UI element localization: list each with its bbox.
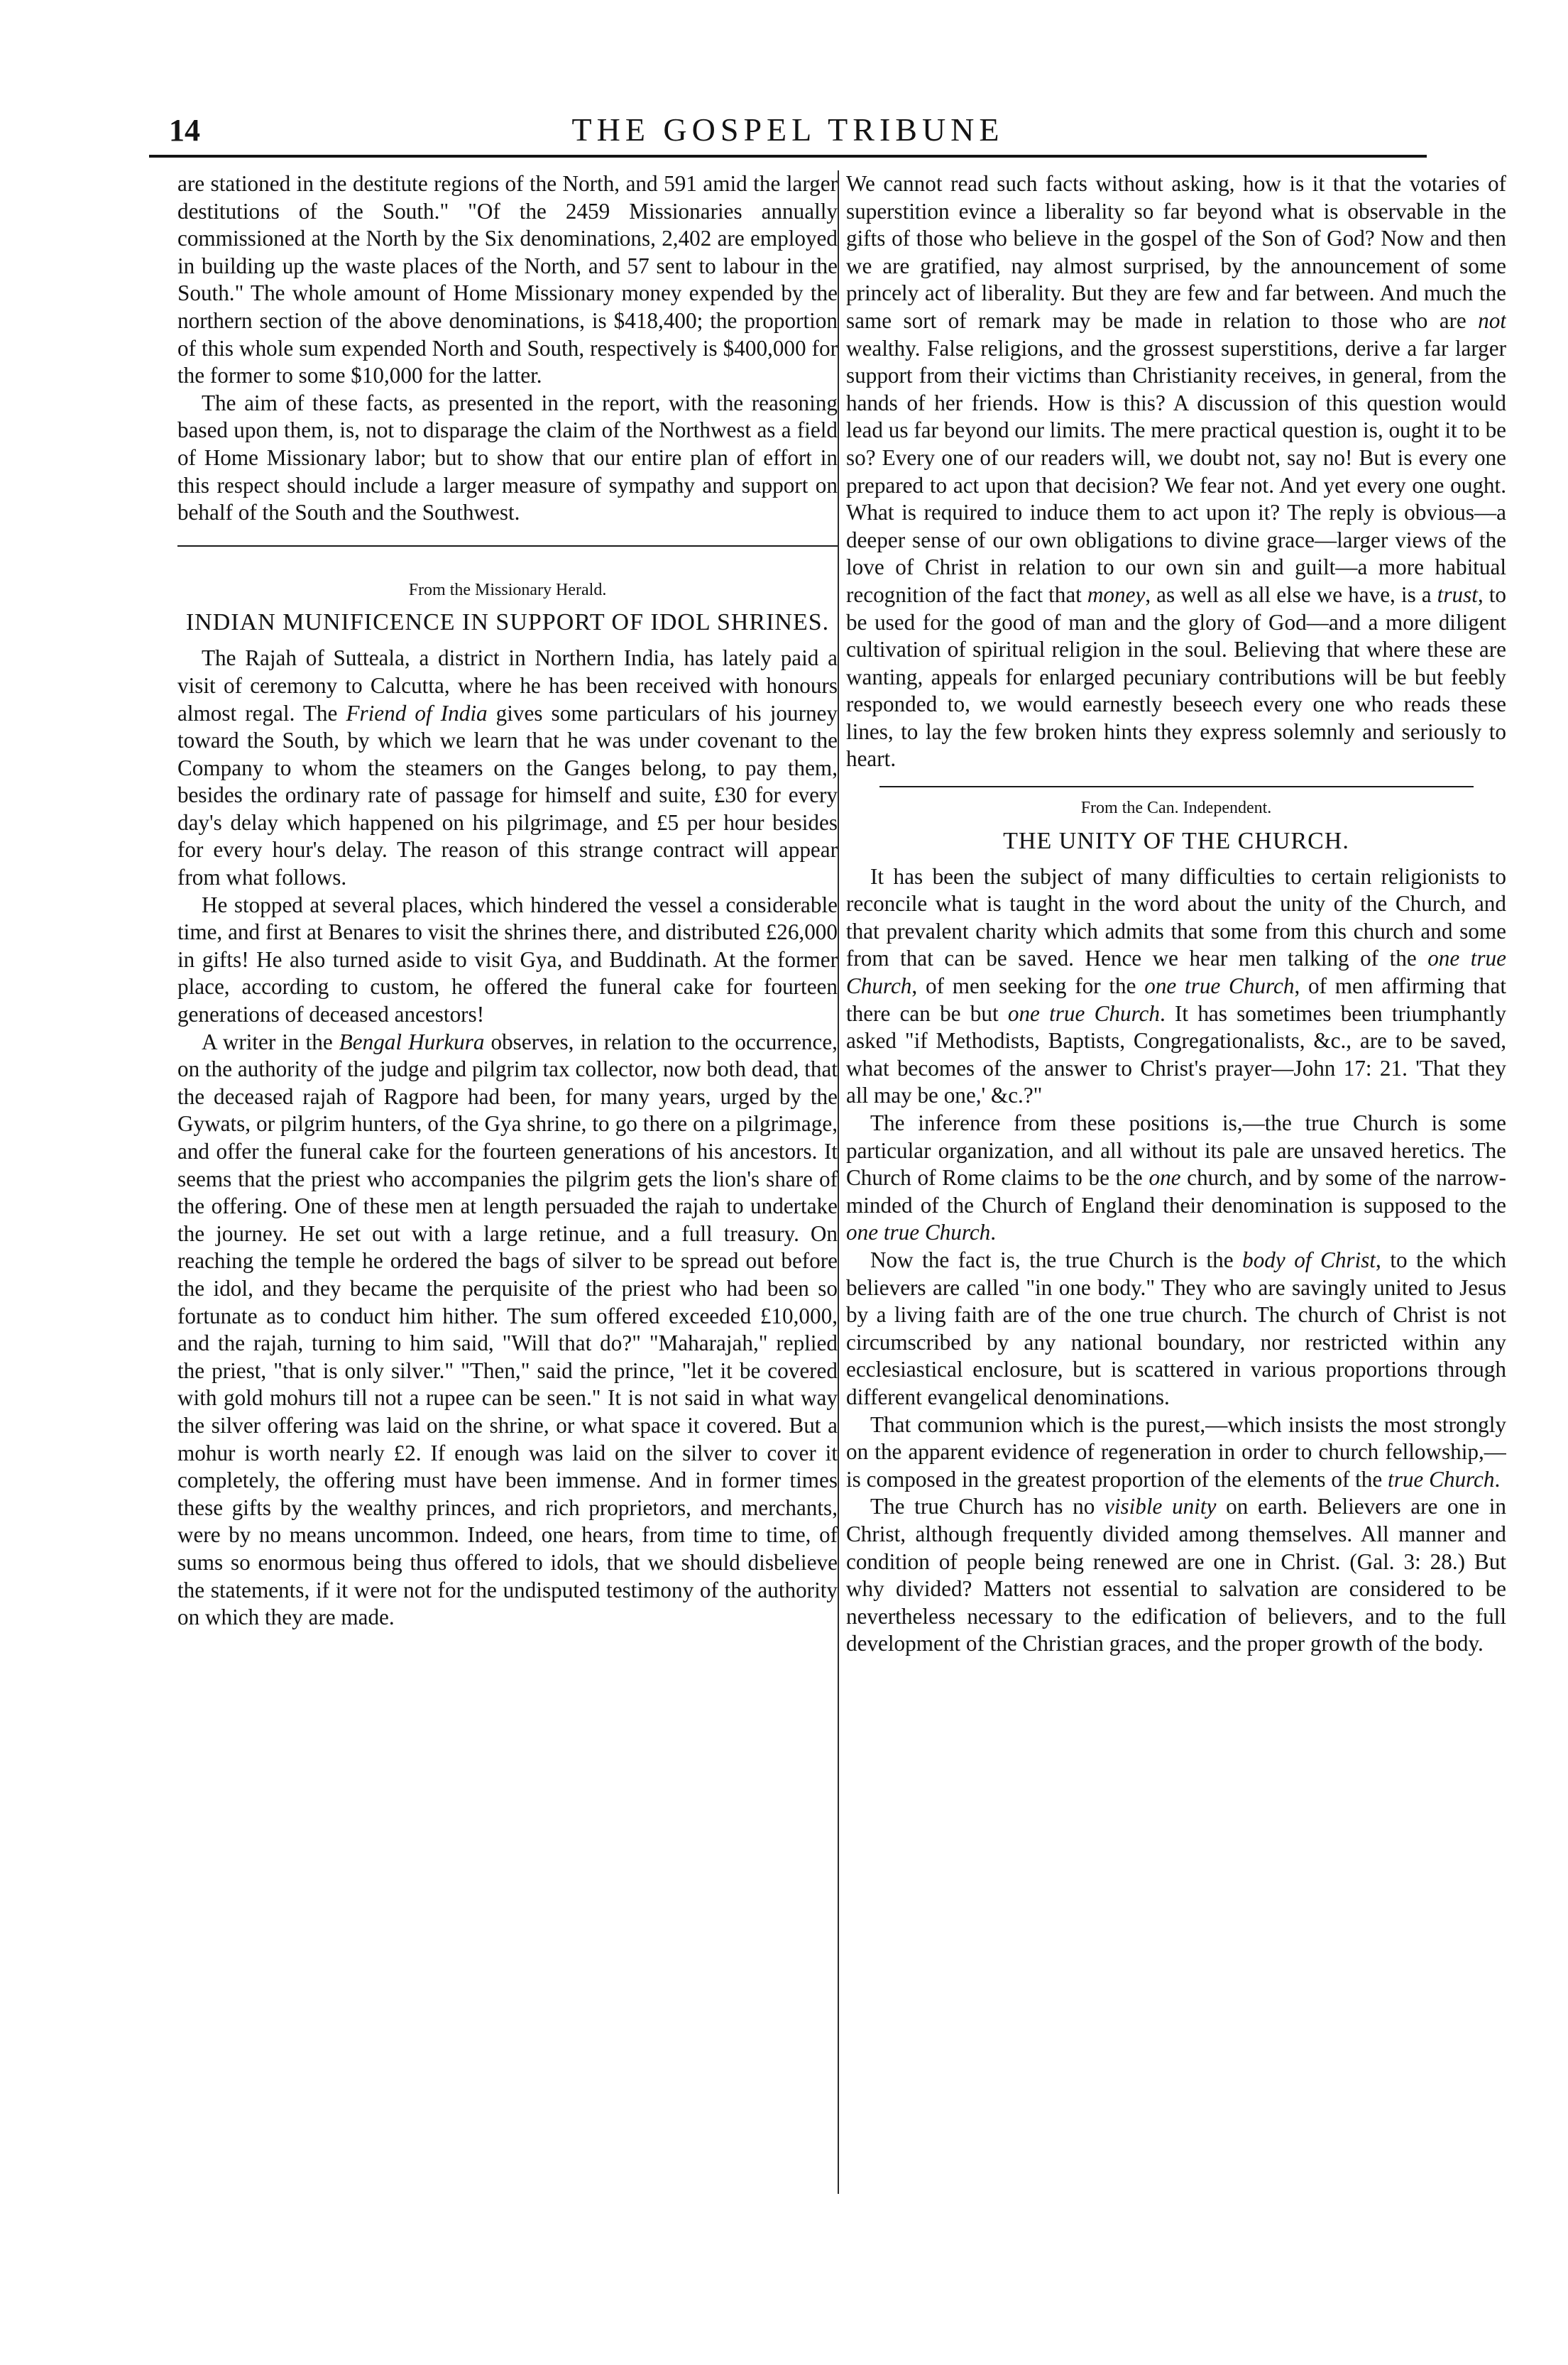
paragraph: The aim of these facts, as presented in the report, with the reasoning based upon them, is, not to disparage the claim of the Northwest as a field of Home Missionary labor; but to show that our entire plan of effort in this respect should include a larger measure of sympathy and support on behalf of the South and the Southwest. [177,390,838,525]
paragraph: Now the fact is, the true Church is the body of Christ, to the which believers are called "in one body." They who are savingly united to Jesus by a living faith are of the one true church. The church of Christ is not circumscribed by any national boundary, nor restricted within any ecclesiastical enclosure, but is scattered in various proportions through different evangelical denominations. [846,1247,1506,1409]
header-rule [149,155,1427,158]
page-number: 14 [169,113,200,148]
article-source: From the Can. Independent. [1080,799,1272,818]
right-column [846,170,1506,2194]
article-title: THE UNITY OF THE CHURCH. [1003,827,1349,854]
section-rule [177,545,838,547]
paragraph: The inference from these positions is,—the true Church is some particular organization, and all without its pale are unsaved heretics. The Church of Rome claims to be the one church, and by some of the narrow-minded of the Church of England their denomination is supposed to the one true Church. [846,1110,1506,1245]
left-column [177,170,838,2194]
paragraph: A writer in the Bengal Hurkura observes, in relation to the occurrence, on the authority of the judge and pilgrim tax collector, now both dead, that the deceased rajah of Ragpore had been, for many years, urged by the Gywats, or pilgrim hunters, of the Gya shrine, to go there on a pilgrimage, and offer the funeral cake for the fourteen generations of his ancestors. It seems that the priest who accompanies the pilgrim gets the lion's share of the offering. One of these men at length persuaded the rajah to undertake the journey. He set out with a large retinue, and a full treasury. On reaching the temple he ordered the bags of silver to be spread out before the idol, and they became the perquisite of the priest who had been so fortunate as to conduct him hither. The sum offered exceeded £10,000, and the rajah, turning to him said, "Will that do?" "Maharajah," replied the priest, "that is only silver." "Then," said the prince, "let it be covered with gold mohurs till not a rupee can be seen." It is not said in what way the silver offering was laid on the shrine, or what space it covered. But a mohur is worth nearly £2. If enough was laid on the silver to cover it completely, the offering must have been immense. And in former times these gifts by the wealthy princes, and rich proprietors, and merchants, were by no means uncommon. Indeed, one hears, from time to time, of sums so enormous being thus offered to idols, that we should disbelieve the statements, if it were not for the undisputed testimony of the authority on which they are made. [177,1029,838,1630]
continued-paragraph: are stationed in the destitute regions of the North, and 591 amid the larger destitutions of the South." "Of the 2459 Missionaries annually commissioned at the North by the Six denominations, 2,402 are employed in building up the waste places of the North, and 57 sent to labour in the South." The whole amount of Home Missionary money expended by the northern section of the above denominations, is $418,400; the proportion of this whole sum expended North and South, respectively is $400,000 for the former to some $10,000 for the latter. [177,171,838,388]
column-divider [838,170,839,2194]
paragraph: He stopped at several places, which hindered the vessel a considerable time, and first at Benares to visit the shrines there, and distributed £26,000 in gifts! He also turned aside to visit Gya, and Buddinath. At the former place, according to custom, he offered the funeral cake for fourteen generations of deceased ancestors! [177,892,838,1027]
paragraph: That communion which is the purest,—which insists the most strongly on the apparent evidence of regeneration in order to church fellowship,—is composed in the greatest proportion of the elements of the true Church. [846,1411,1506,1492]
article-title: INDIAN MUNIFICENCE IN SUPPORT OF IDOL SHRINES. [185,609,830,636]
italic-publication: Bengal Hurkura [339,1029,485,1054]
paragraph: The Rajah of Sutteala, a district in Northern India, has lately paid a visit of ceremony to Calcutta, where he has been received with honours almost regal. The Friend of India gives some particulars of his journey toward the South, by which we learn that he was under covenant to the Company to whom the steamers on the Ganges belong, to pay them, besides the ordinary rate of passage for himself and suite, £30 for every day's delay which happened on his pilgrimage, and £5 per hour besides for every hour's delay. The reason of this strange contract will appear from what follows. [177,645,838,890]
paragraph: It has been the subject of many difficulties to certain religionists to reconcile what is taught in the word about the unity of the Church, and that prevalent charity which admits that some from this church and some from that can be saved. Hence we hear men talking of the one true Church, of men seeking for the one true Church, of men affirming that there can be but one true Church. It has sometimes been triumphantly asked "if Methodists, Baptists, Congregationalists, &c., are to be saved, what becomes of the answer to Christ's prayer—John 17: 21. 'That they all may be one,' &c.?" [846,863,1506,1108]
continued-paragraph: We cannot read such facts without asking, how is it that the votaries of superstition evince a liberality so far beyond what is observable in the gifts of those who believe in the gospel of the Son of God? Now and then we are gratified, nay almost surprised, by the announcement of some princely act of liberality. But they are few and far between. And much the same sort of remark may be made in relation to those who are not wealthy. False religions, and the grossest superstitions, derive a far larger support from their victims than Christianity receives, in general, from the hands of her friends. How is this? A discussion of this question would lead us far beyond our limits. The mere practical question is, ought it to be so? Every one of our readers will, we doubt not, say no! But is every one prepared to act upon that decision? We fear not. And yet every one ought. What is required to induce them to act upon it? The reply is obvious—a deeper sense of our own obligations to divine grace—larger views of the love of Christ in relation to our own sin and guilt—a more habitual recognition of the fact that money, as well as all else we have, is a trust, to be used for the good of man and the glory of God—and a more diligent cultivation of spiritual religion in the soul. Believing that where these are wanting, appeals for enlarged pecuniary contributions will be but feebly responded to, we would earnestly beseech every one who reads these lines, to lay the few broken hints they express solemnly and seriously to heart. [846,171,1506,772]
italic-publication: Friend of India [346,700,488,726]
article-source: From the Missionary Herald. [408,580,607,599]
paragraph: The true Church has no visible unity on earth. Believers are one in Christ, although frequently divided among themselves. All manner and condition of people being renewed are one in Christ. (Gal. 3: 28.) But why divided? Matters not essential to salvation are considered to be nevertheless necessary to the edification of believers, and to the full development of the Christian graces, and the proper growth of the body. [846,1494,1506,1656]
section-rule [879,786,1474,787]
running-title: THE GOSPEL TRIBUNE [571,111,1004,148]
